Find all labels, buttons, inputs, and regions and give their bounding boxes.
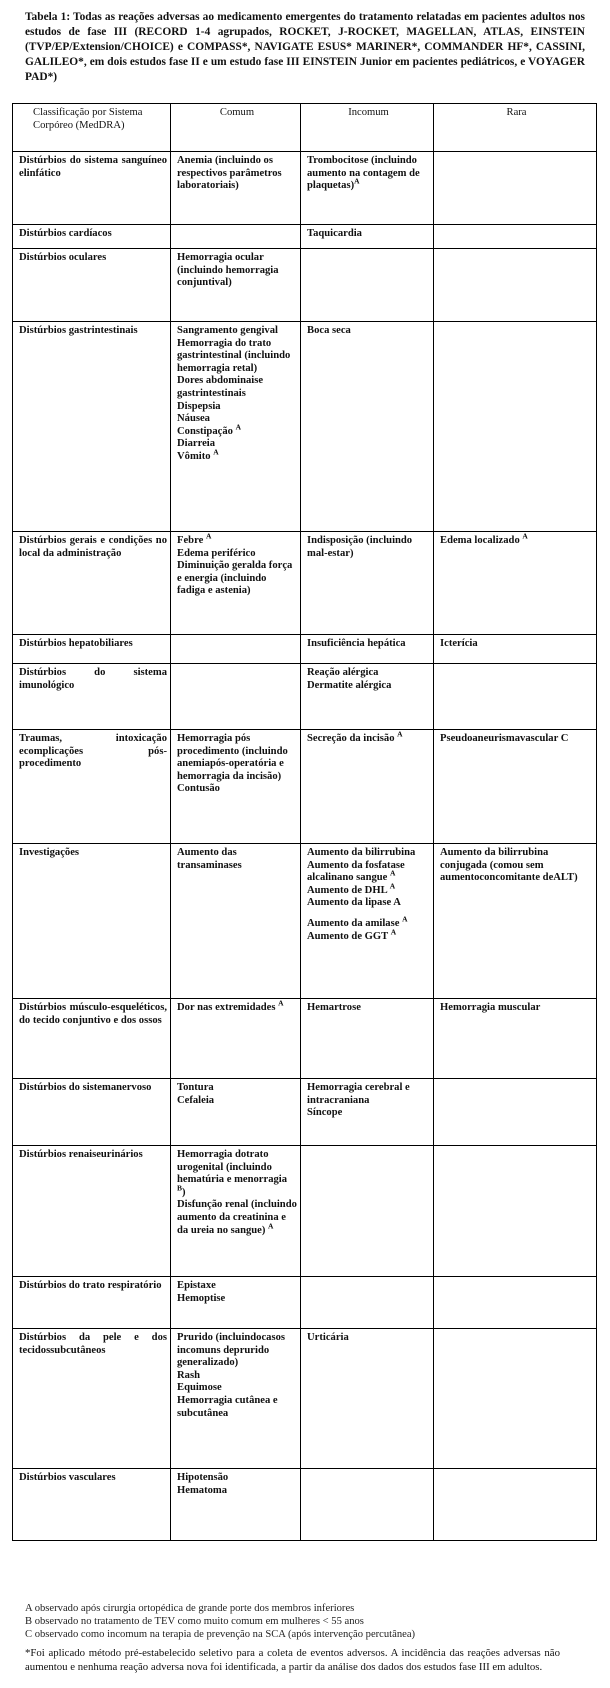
reaction-entry: Aumento da bilirrubina conjugada (comou sem aumentoconcomitante deALT) bbox=[440, 847, 578, 884]
table-row bbox=[13, 844, 597, 999]
header-classificacao: Classificação por Sistema Corpóreo (MedDRA) bbox=[13, 104, 171, 152]
row-classification: Distúrbios gastrintestinais bbox=[13, 322, 171, 532]
cell-comum bbox=[171, 1329, 301, 1469]
cell-rara bbox=[434, 1329, 597, 1469]
reaction-entry: Febre $^A$ bbox=[177, 531, 212, 546]
cell-comum bbox=[171, 249, 301, 322]
reaction-entry: Equimose bbox=[177, 1382, 222, 1394]
cell-comum bbox=[171, 152, 301, 225]
reaction-entry: Hemorragia muscular bbox=[440, 1002, 541, 1013]
table-row bbox=[13, 225, 597, 249]
header-incomum: Incomum bbox=[301, 104, 434, 152]
table-row bbox=[13, 635, 597, 664]
cell-rara bbox=[434, 225, 597, 249]
reaction-entry: Aumento de GGT $^A$ bbox=[307, 927, 397, 942]
cell-rara bbox=[434, 1079, 597, 1146]
header-rara: Rara bbox=[434, 104, 597, 152]
row-classification: Distúrbios oculares bbox=[13, 249, 171, 322]
cell-comum bbox=[171, 664, 301, 730]
reaction-entry: Epistaxe bbox=[177, 1280, 216, 1291]
table-row bbox=[13, 1079, 597, 1146]
reaction-entry: Anemia (incluindo os respectivos parâmetros laboratoriais) bbox=[177, 155, 282, 192]
table-caption: Tabela 1: Todas as reações adversas ao medicamento emergentes do tratamento relatadas em pacientes adultos nos estudos de fase III (RECORD 1-4 agrupados, ROCKET, J-ROCKET, MAGELLAN, ATLAS, EINSTEIN (TVP/EP/Extension/CHOICE) e COMPASS*, NAVIGATE ESUS* MARINER*, COMMANDER HF*, CASSINI, GALILEO*, em dois estudos fase II e um estudo fase III EINSTEIN Junior em pacientes pediátricos, e VOYAGER PAD*) bbox=[25, 11, 585, 83]
row-classification: Distúrbios do trato respiratório bbox=[13, 1277, 171, 1329]
reaction-entry: Hemartrose bbox=[307, 1002, 361, 1013]
table-row bbox=[13, 730, 597, 844]
cell-rara bbox=[434, 664, 597, 730]
reaction-entry: Hemorragia pós procedimento (incluindo anemiapós-operatória e hemorragia da incisão) Contusão bbox=[177, 733, 288, 795]
cell-rara bbox=[434, 1469, 597, 1541]
row-classification: Distúrbios músculo-esqueléticos, do tecido conjuntivo e dos ossos bbox=[13, 999, 171, 1079]
reaction-entry: Síncope bbox=[307, 1107, 343, 1119]
reaction-entry: Diarreia bbox=[177, 438, 216, 450]
row-classification: Distúrbios do sistema sanguíneo elinfático bbox=[13, 152, 171, 225]
cell-comum bbox=[171, 1146, 301, 1277]
cell-incomum bbox=[301, 664, 434, 730]
cell-rara bbox=[434, 844, 597, 999]
cell-incomum bbox=[301, 532, 434, 635]
cell-incomum bbox=[301, 1146, 434, 1277]
row-classification: Distúrbios do sistemanervoso bbox=[13, 1079, 171, 1146]
reaction-entry: Insuficiência hepática bbox=[307, 638, 406, 649]
reaction-entry: Cefaleia bbox=[177, 1094, 215, 1106]
cell-comum bbox=[171, 322, 301, 532]
row-classification: Investigações bbox=[13, 844, 171, 999]
reaction-entry: Urticária bbox=[307, 1332, 349, 1343]
cell-rara bbox=[434, 635, 597, 664]
reaction-entry: Diminuição geralda força e energia (incluindo fadiga e astenia) bbox=[177, 560, 293, 597]
row-classification: Distúrbios do sistema imunológico bbox=[13, 664, 171, 730]
cell-incomum bbox=[301, 730, 434, 844]
cell-incomum bbox=[301, 844, 434, 999]
cell-comum bbox=[171, 635, 301, 664]
reaction-entry: Dores abdominaise gastrintestinais bbox=[177, 375, 264, 399]
table-row bbox=[13, 1146, 597, 1277]
cell-incomum bbox=[301, 999, 434, 1079]
reaction-entry: Prurido (incluindocasos incomuns deprurido generalizado) bbox=[177, 1332, 286, 1369]
cell-incomum bbox=[301, 1469, 434, 1541]
reaction-entry: Taquicardia bbox=[307, 228, 362, 239]
reaction-entry: Icterícia bbox=[440, 638, 478, 649]
cell-incomum bbox=[301, 1079, 434, 1146]
reaction-entry: Constipação $^A$ bbox=[177, 422, 241, 437]
reaction-entry: Dispepsia bbox=[177, 400, 221, 412]
row-classification: Distúrbios vasculares bbox=[13, 1469, 171, 1541]
cell-incomum bbox=[301, 152, 434, 225]
cell-rara bbox=[434, 152, 597, 225]
reaction-entry: Edema periférico bbox=[177, 547, 256, 559]
cell-comum bbox=[171, 1277, 301, 1329]
reaction-entry: Hemorragia cerebral e intracraniana bbox=[307, 1082, 410, 1106]
cell-comum bbox=[171, 999, 301, 1079]
reaction-entry: Reação alérgica bbox=[307, 667, 379, 678]
cell-incomum bbox=[301, 635, 434, 664]
cell-incomum bbox=[301, 225, 434, 249]
header-comum: Comum bbox=[171, 104, 301, 152]
reaction-entry: Trombocitose (incluindo aumento na contagem de plaquetas)$^A$ bbox=[307, 155, 420, 192]
reaction-entry: Hemorragia do trato gastrintestinal (incluindo hemorragia retal) bbox=[177, 337, 291, 374]
reaction-entry: Aumento da bilirrubina Aumento da fosfatase alcalinano sangue $^A$ Aumento de DHL $^A$ Aumento da lipase A bbox=[307, 847, 416, 909]
cell-comum bbox=[171, 844, 301, 999]
footnote-b: B observado no tratamento de TEV como muito comum em mulheres < 55 anos bbox=[25, 1616, 364, 1627]
row-classification: Distúrbios renaiseurinários bbox=[13, 1146, 171, 1277]
reaction-entry: Indisposição (incluindo mal-estar) bbox=[307, 535, 413, 559]
row-classification: Distúrbios hepatobiliares bbox=[13, 635, 171, 664]
row-classification: Distúrbios da pele e dos tecidossubcutâneos bbox=[13, 1329, 171, 1469]
cell-incomum bbox=[301, 322, 434, 532]
table-row bbox=[13, 1469, 597, 1541]
cell-comum bbox=[171, 1469, 301, 1541]
table-row bbox=[13, 664, 597, 730]
cell-comum bbox=[171, 532, 301, 635]
cell-comum bbox=[171, 225, 301, 249]
reaction-entry: Hemorragia cutânea e subcutânea bbox=[177, 1394, 278, 1419]
reaction-entry: Hemoptise bbox=[177, 1292, 226, 1304]
reaction-entry: Pseudoaneurismavascular C bbox=[440, 733, 569, 744]
cell-comum bbox=[171, 730, 301, 844]
table-row bbox=[13, 249, 597, 322]
cell-rara bbox=[434, 999, 597, 1079]
cell-incomum bbox=[301, 1277, 434, 1329]
cell-rara bbox=[434, 1277, 597, 1329]
reaction-entry: Dermatite alérgica bbox=[307, 679, 392, 691]
reaction-entry: Aumento das transaminases bbox=[177, 847, 242, 871]
method-note: *Foi aplicado método pré-estabelecido seletivo para a coleta de eventos adversos. A incidência das reações adversas não aumentou e nenhuma reação adversa nova foi identificada, a partir da análise dos dados dos estudos fase III em adultos. bbox=[25, 1647, 560, 1673]
footnote-c: C observado como incomum na terapia de prevenção na SCA (após intervenção percutânea) bbox=[25, 1629, 416, 1640]
reaction-entry: Hematoma bbox=[177, 1484, 228, 1496]
reaction-entry: Sangramento gengival bbox=[177, 325, 278, 336]
reaction-entry: Náusea bbox=[177, 413, 210, 425]
reaction-entry: Dor nas extremidades $^A$ bbox=[177, 998, 284, 1013]
reaction-entry: Hipotensão bbox=[177, 1472, 229, 1483]
reaction-entry: Edema localizado $^A$ bbox=[440, 531, 528, 546]
adverse-reactions-table bbox=[12, 103, 597, 1541]
row-classification: Distúrbios cardíacos bbox=[13, 225, 171, 249]
footnote-a: A observado após cirurgia ortopédica de grande porte dos membros inferiores bbox=[25, 1603, 355, 1614]
table-row bbox=[13, 1277, 597, 1329]
cell-incomum bbox=[301, 1329, 434, 1469]
cell-rara bbox=[434, 532, 597, 635]
reaction-entry: Secreção da incisão $^A$ bbox=[307, 729, 403, 744]
table-row bbox=[13, 152, 597, 225]
reaction-entry: Vômito $^A$ bbox=[177, 447, 219, 462]
cell-incomum bbox=[301, 249, 434, 322]
cell-rara bbox=[434, 322, 597, 532]
reaction-entry: Rash bbox=[177, 1369, 200, 1381]
reaction-entry: Disfunção renal (incluindo aumento da creatinina e da ureia no sangue) $^A$ bbox=[177, 1199, 297, 1236]
reaction-entry: Hemorragia dotrato urogenital (incluindo hematúria e menorragia $^B$) bbox=[177, 1149, 288, 1198]
row-classification: Traumas, intoxicação ecomplicações pós- procedimento bbox=[13, 730, 171, 844]
table-row bbox=[13, 322, 597, 532]
reaction-entry: Hemorragia ocular (incluindo hemorragia conjuntival) bbox=[177, 252, 279, 289]
table-row bbox=[13, 999, 597, 1079]
cell-rara bbox=[434, 1146, 597, 1277]
cell-comum bbox=[171, 1079, 301, 1146]
reaction-entry: Aumento da amilase $^A$ bbox=[307, 914, 408, 929]
cell-rara bbox=[434, 249, 597, 322]
reaction-entry: Boca seca bbox=[307, 325, 351, 336]
table-row bbox=[13, 1329, 597, 1469]
row-classification: Distúrbios gerais e condições no local da administração bbox=[13, 532, 171, 635]
cell-rara bbox=[434, 730, 597, 844]
table-row bbox=[13, 532, 597, 635]
reaction-entry: Tontura bbox=[177, 1082, 214, 1093]
table-header-row bbox=[13, 104, 597, 152]
